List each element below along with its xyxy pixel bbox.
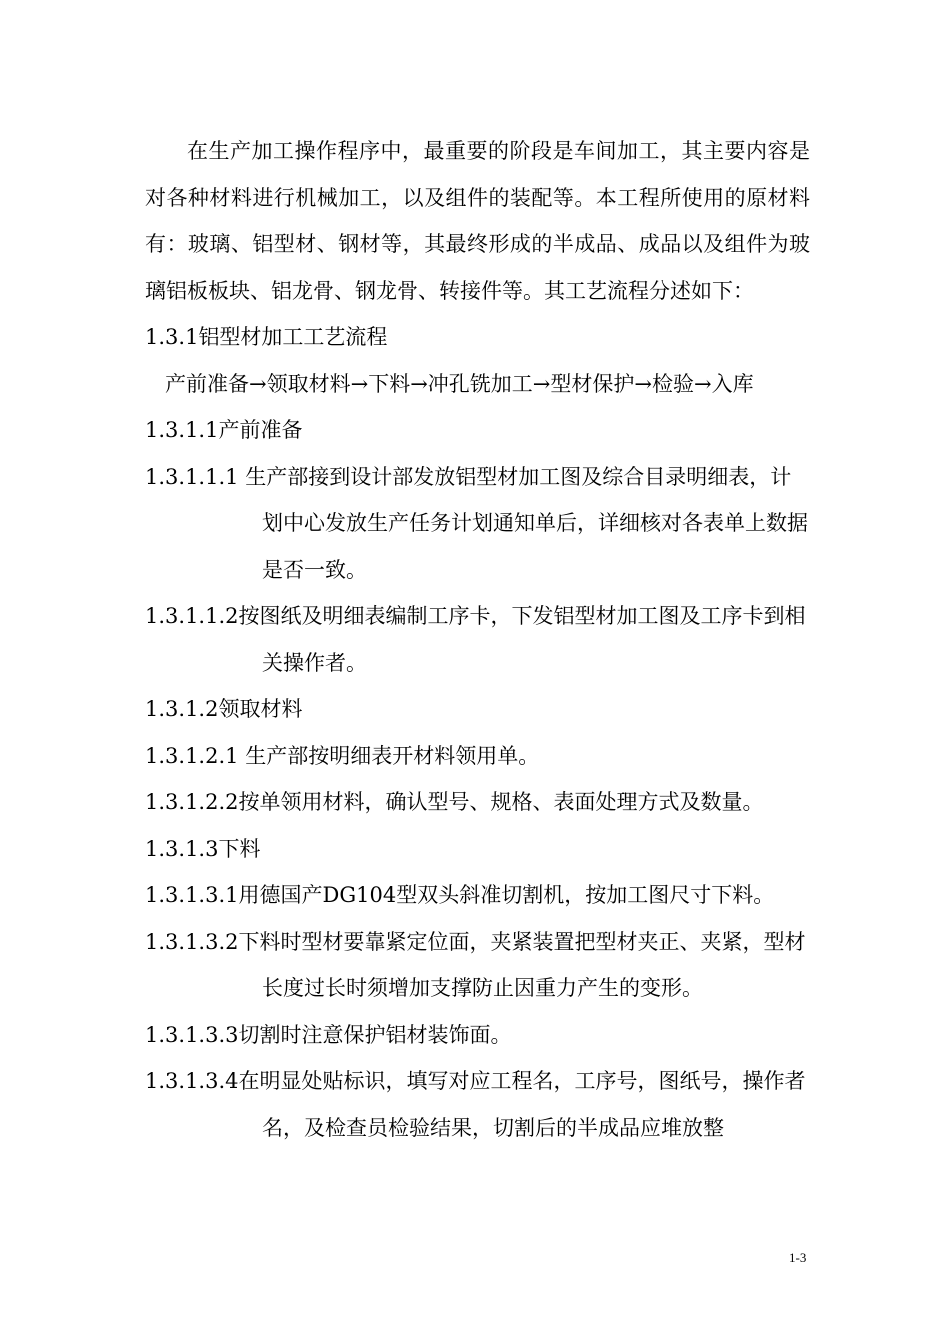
list-item bbox=[145, 593, 810, 686]
item-text: 下料 bbox=[218, 836, 261, 861]
item-text: 下料时型材要靠紧定位面，夹紧装置把型材夹正、夹紧，型材长度过长时须增加支撑防止因重力产生的变形。 bbox=[238, 929, 806, 1000]
section-number: 1.3.1 bbox=[145, 325, 199, 349]
list-item bbox=[145, 872, 810, 919]
item-number: 1.3.1.3.3 bbox=[145, 1022, 239, 1047]
document-body bbox=[145, 128, 810, 1151]
list-item bbox=[145, 919, 810, 1012]
item-number: 1.3.1.1.1 bbox=[145, 464, 239, 489]
item-number: 1.3.1.1 bbox=[145, 418, 219, 442]
subsection-heading bbox=[145, 407, 810, 454]
item-number: 1.3.1.2.2 bbox=[145, 790, 239, 814]
item-number: 1.3.1.2.1 bbox=[145, 743, 239, 768]
section-heading bbox=[145, 314, 810, 361]
item-text: 在明显处贴标识，填写对应工程名，工序号，图纸号，操作者名，及检查员检验结果，切割后的半成品应堆放整 bbox=[238, 1069, 806, 1140]
process-flow: 产前准备→领取材料→下料→冲孔铣加工→型材保护→检验→入库 bbox=[165, 371, 754, 396]
item-text: 用德国产DG104型双头斜准切割机，按加工图尺寸下料。 bbox=[238, 883, 775, 907]
intro-paragraph: 在生产加工操作程序中，最重要的阶段是车间加工，其主要内容是对各种材料进行机械加工，以及组件的装配等。本工程所使用的原材料有：玻璃、铝型材、钢材等，其最终形成的半成品、成品以及组件为玻璃铝板板块、铝龙骨、钢龙骨、转接件等。其工艺流程分述如下： bbox=[145, 139, 810, 303]
item-number: 1.3.1.3.2 bbox=[145, 929, 239, 954]
subsection-heading bbox=[145, 826, 810, 873]
item-text: 按单领用材料，确认型号、规格、表面处理方式及数量。 bbox=[238, 790, 764, 814]
item-text: 领取材料 bbox=[218, 697, 303, 721]
item-number: 1.3.1.2 bbox=[145, 697, 219, 721]
item-number: 1.3.1.1.2 bbox=[145, 604, 239, 628]
list-item bbox=[145, 1058, 810, 1151]
item-text: 按图纸及明细表编制工序卡，下发铝型材加工图及工序卡到相关操作者。 bbox=[238, 604, 806, 675]
list-item bbox=[145, 779, 810, 826]
item-text: 生产部接到设计部发放铝型材加工图及综合目录明细表，计划中心发放生产任务计划通知单后，详细核对各表单上数据是否一致。 bbox=[238, 464, 808, 582]
item-number: 1.3.1.3.4 bbox=[145, 1069, 239, 1093]
subsection-heading bbox=[145, 686, 810, 733]
item-number: 1.3.1.3.1 bbox=[145, 883, 239, 907]
item-text: 生产部按明细表开材料领用单。 bbox=[238, 743, 540, 768]
item-text: 切割时注意保护铝材装饰面。 bbox=[238, 1022, 512, 1047]
list-item bbox=[145, 1012, 810, 1059]
page-number: 1-3 bbox=[789, 1250, 807, 1265]
list-item bbox=[145, 733, 810, 780]
list-item bbox=[145, 454, 810, 594]
item-text: 产前准备 bbox=[218, 418, 303, 442]
section-title: 铝型材加工工艺流程 bbox=[198, 325, 388, 349]
item-number: 1.3.1.3 bbox=[145, 836, 219, 861]
